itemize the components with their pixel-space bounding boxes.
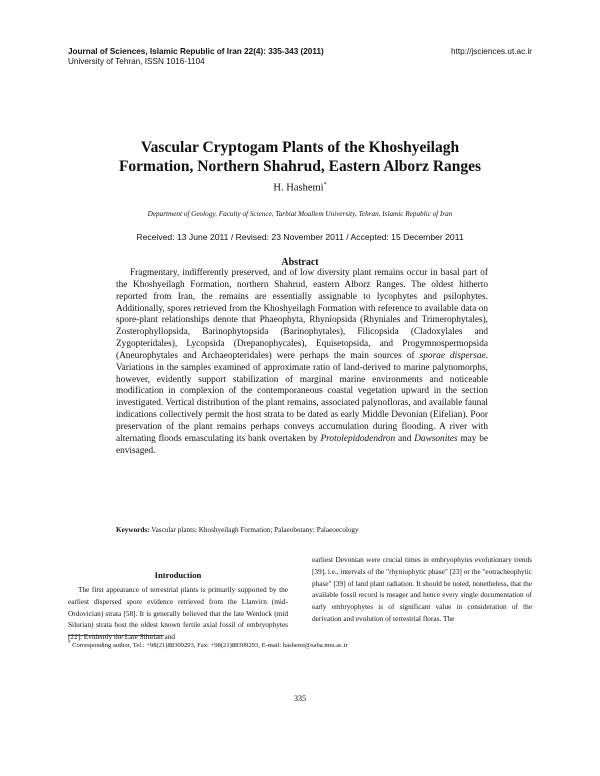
- journal-citation: Journal of Sciences, Islamic Republic of Iran 22(4): 335-343 (2011): [68, 47, 324, 56]
- introduction-right-column: earliest Devonian were crucial times in embryophytes evolutionary trends [39], i.e., intervals of the "rhyniophytic phase" [23] or the "eotracheophytic phase" [39] of land plant radiation. It should be noted, nonetheless, that the available fossil record is meager and hence every single documentation of early embryophytes is of significant value in consideration of the derivation and evolution of terrestrial floras. The: [312, 555, 532, 623]
- affiliation: Department of Geology, Faculty of Science, Tarbiat Moallem University, Tehran, Islamic Republic of Iran: [147, 210, 453, 218]
- paper-title: [40, 138, 560, 176]
- journal-url[interactable]: http://jsciences.ut.ac.ir: [451, 47, 532, 56]
- keywords-list: Vascular plants; Khoshyeilagh Formation; Palaeobotany; Palaeoecology: [149, 526, 359, 534]
- title-line-1: Vascular Cryptogam Plants of the Khoshyeilagh: [140, 139, 460, 156]
- author-footnote-mark: *: [323, 182, 327, 188]
- footnote-text: Corresponding author, Tel.: +98(21)88309293, Fax: +98(21)88309293, E-mail: hashemi@saba.tmu.ac.ir: [70, 642, 348, 650]
- page-number: 335: [294, 694, 306, 703]
- abstract-text: . Variations in the samples examined of approximate ratio of land-derived to marine palynomorphs, however, evidently support stabilization of marginal marine environments and noticeable modification in complexion of the contemporaneous coastal vegetation upward in the section investigated. Vertical distribution of the plant remains, associated palynofloras, and available faunal indications collectively permit the host strata to be dated as early Middle Devonian (Eifelian). Poor preservation of the plant remains perhaps conveys accumulation during flooding. A river with alternating floods emasculating its bank overtaken by: [116, 350, 488, 444]
- author: [40, 182, 560, 194]
- abstract-text: may be envisaged.: [116, 433, 488, 456]
- abstract-text: Fragmentary, indifferently preserved, and of low diversity plant remains occur in basal part of the Khoshyeilagh Formation, northern Shahrud, eastern Alborz Ranges. The oldest hitherto reported from Iran, the remains are essentially assignable to lycophytes and psilophytes. Additionally, spores retrieved from the Khoshyeilagh Formation with reference to available data on spore-plant relationships denote that Phaeophyta, Rhyniopsida (Rhyniales and Trimerophytales), Zosterophyllopsida, Barinophytopsida (Barinophytales), Filicopsida (Cladoxylales and Zygopteridales), Lycopsida (Drepanophycales), Equisetopsida, and Progymnospermopsida (Aneurophytales and Archaeopteridales) were perhaps the main sources of: [116, 268, 488, 361]
- author-name: H. Hashemi: [273, 182, 324, 194]
- abstract-body: [116, 268, 488, 458]
- corresponding-author-footnote: [68, 641, 538, 649]
- abstract-heading: Abstract: [281, 257, 319, 268]
- university-issn: University of Tehran, ISSN 1016-1104: [68, 57, 205, 66]
- abstract-text: and: [395, 433, 415, 444]
- keywords: [116, 526, 536, 534]
- footnote-rule: [68, 635, 164, 636]
- abstract-italic-term: Protolepidodendron: [320, 433, 396, 444]
- introduction-heading: Introduction: [154, 570, 202, 580]
- introduction-left-column: The first appearance of terrestrial plants is primarily supported by the earliest dispersed spore evidence retrieved from the Llanvirn (mid-Ordovician) strata [58]. It is generally believed that the late Wenlock (mid Silurian) strata host the oldest known fertile axial fossil of embryophytes [22]. Evidently the Late Silurian and: [68, 585, 288, 642]
- keywords-label: Keywords:: [116, 526, 150, 534]
- footnote-mark: *: [68, 641, 71, 646]
- submission-dates: Received: 13 June 2011 / Revised: 23 November 2011 / Accepted: 15 December 2011: [136, 232, 464, 242]
- abstract-italic-term: sporae dispersae: [419, 350, 486, 361]
- abstract-italic-term: Dawsonites: [414, 433, 458, 444]
- title-line-2: Formation, Northern Shahrud, Eastern Alborz Ranges: [118, 158, 482, 175]
